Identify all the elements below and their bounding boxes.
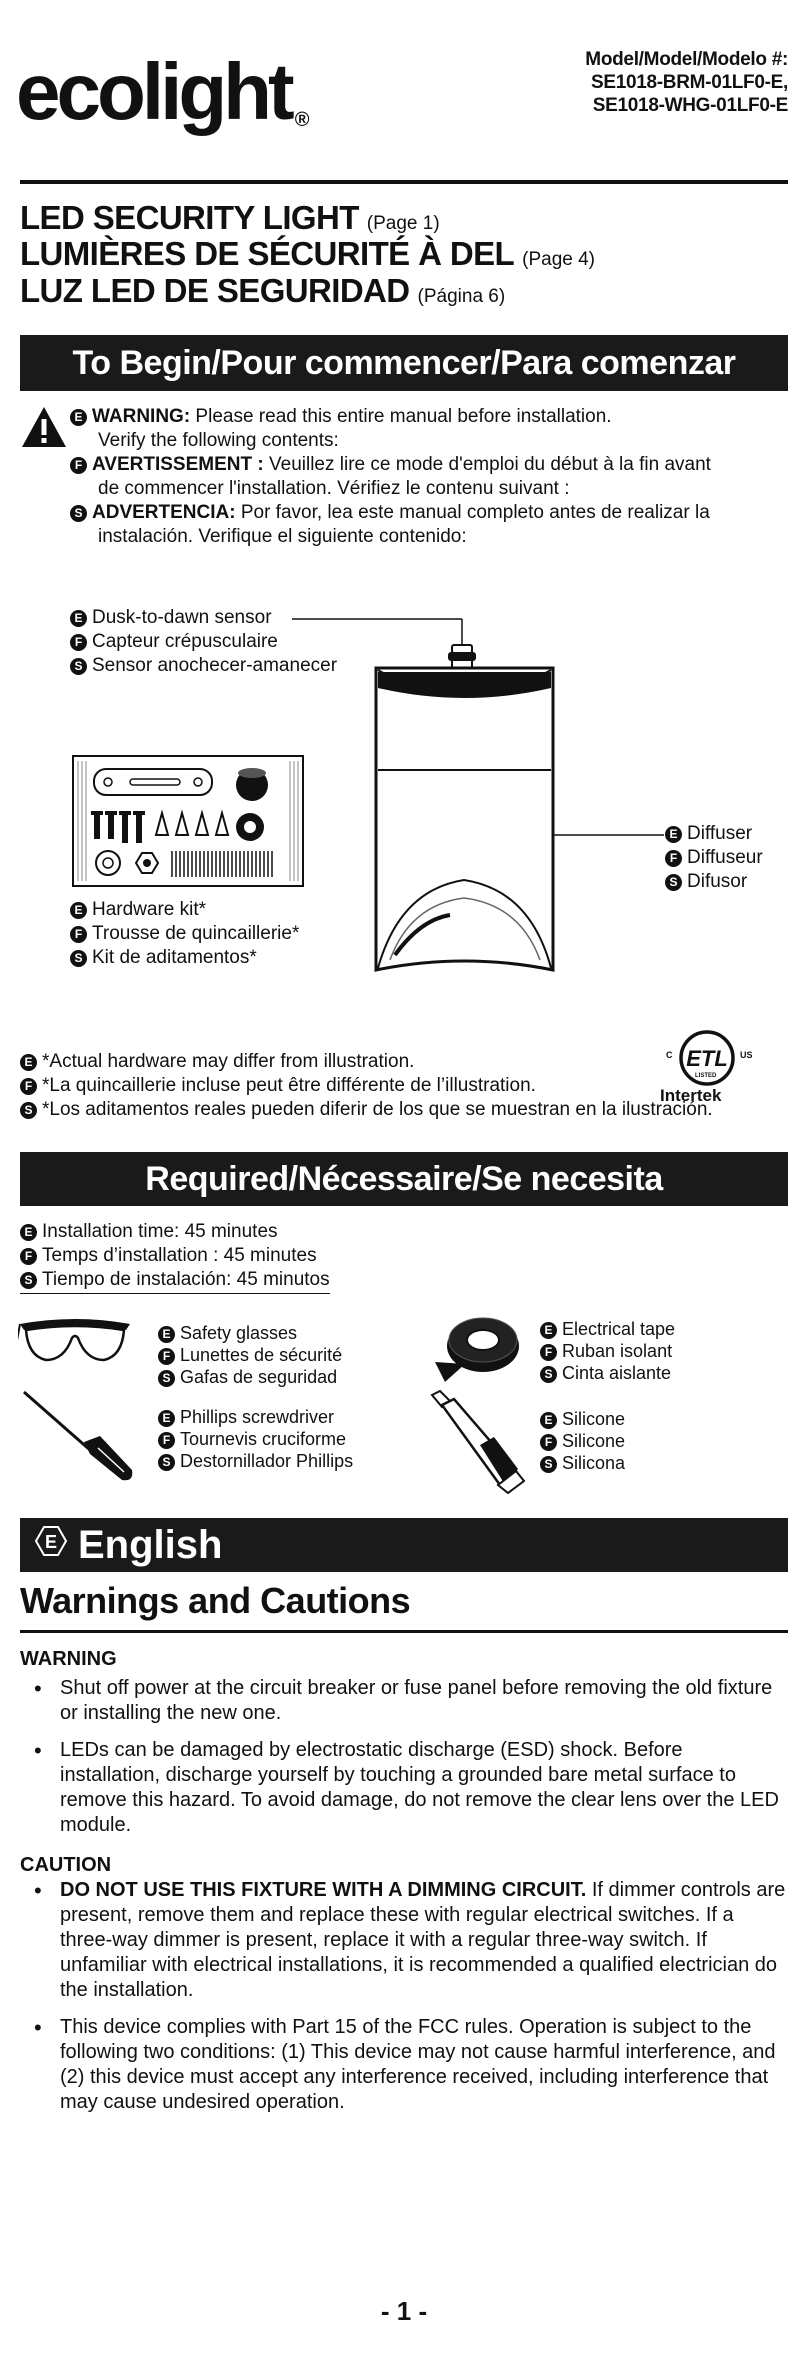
badge-en: E <box>540 1412 557 1429</box>
warning-en-text-2: Verify the following contents: <box>98 430 339 451</box>
badge-es: S <box>540 1456 557 1473</box>
badge-es: S <box>158 1370 175 1387</box>
section-bar-begin: To Begin/Pour commencer/Para comenzar <box>20 335 788 391</box>
model-number-1: SE1018-BRM-01LF0-E, <box>590 72 788 93</box>
screwdriver-fr: Tournevis cruciforme <box>180 1429 347 1449</box>
caution-item-1 <box>20 1878 788 2003</box>
badge-es: S <box>20 1102 37 1119</box>
badge-fr: F <box>70 926 87 943</box>
english-badge-icon <box>34 1523 68 1568</box>
silicone-tube-icon <box>420 1385 530 1495</box>
cert-us: US <box>740 1050 753 1060</box>
badge-es: S <box>70 505 87 522</box>
badge-es: S <box>70 658 87 675</box>
title-es-page: (Página 6) <box>417 286 506 307</box>
badge-fr: F <box>158 1432 175 1449</box>
caution-item-1-bold: DO NOT USE THIS FIXTURE WITH A DIMMING CIRCUIT. <box>60 1879 587 1901</box>
hardware-note-en: *Actual hardware may differ from illustration. <box>42 1051 415 1072</box>
badge-en: E <box>158 1410 175 1427</box>
time-fr: Temps d’installation : 45 minutes <box>42 1245 317 1266</box>
warning-es-label: ADVERTENCIA: <box>92 502 236 523</box>
badge-fr: F <box>20 1078 37 1095</box>
hardware-note-es: *Los aditamentos reales pueden diferir de los que se muestran en la ilustración. <box>42 1099 713 1120</box>
hardware-kit-icon <box>72 755 304 887</box>
badge-en: E <box>70 902 87 919</box>
silicone-labels <box>540 1408 625 1474</box>
diffuser-labels <box>665 822 763 894</box>
caution-item-2: • This device complies with Part 15 of the FCC rules. Operation is subject to the following two conditions: (1) This device may not cause harmful interference, and (2) this device must accept any interference received, including interference that may cause undesired operation. <box>20 2015 788 2115</box>
warnings-rule <box>20 1630 788 1633</box>
light-fixture-icon <box>376 668 553 970</box>
sensor-label-fr: Capteur crépusculaire <box>92 631 278 652</box>
screwdriver-es: Destornillador Phillips <box>180 1451 354 1471</box>
section-bar-english <box>20 1518 788 1572</box>
warning-fr-text-2: de commencer l'installation. Vérifiez le contenu suivant : <box>98 478 570 499</box>
badge-fr: F <box>70 634 87 651</box>
diffuser-label-en: Diffuser <box>687 823 753 844</box>
tape-es: Cinta aislante <box>562 1363 672 1383</box>
screwdriver-en: Phillips screwdriver <box>180 1407 335 1427</box>
warning-list <box>20 1676 788 1850</box>
hardware-note <box>20 1050 713 1122</box>
badge-en: E <box>158 1326 175 1343</box>
badge-fr: F <box>540 1434 557 1451</box>
english-title: English <box>78 1523 223 1567</box>
screwdriver-labels <box>158 1406 353 1472</box>
badge-fr: F <box>665 850 682 867</box>
safety-glasses-icon <box>18 1316 133 1376</box>
cert-brand: Intertek <box>660 1086 722 1105</box>
badge-en: E <box>540 1322 557 1339</box>
warning-en-text-1: Please read this entire manual before installation. <box>190 406 612 427</box>
diffuser-label-fr: Diffuseur <box>687 847 763 868</box>
silicone-en: Silicone <box>562 1409 626 1429</box>
logo-light: light <box>141 47 291 136</box>
model-label: Model/Model/Modelo #: <box>585 49 788 70</box>
title-fr-page: (Page 4) <box>522 249 595 270</box>
badge-en: E <box>20 1224 37 1241</box>
hardware-labels <box>70 898 299 970</box>
english-badge-letter: E <box>44 1531 58 1552</box>
warning-item-1: • Shut off power at the circuit breaker or fuse panel before removing the old fixture or installing the new one. <box>20 1676 788 1726</box>
title-es-text: LUZ LED DE SEGURIDAD <box>20 272 410 309</box>
hardware-label-fr: Trousse de quincaillerie* <box>92 923 300 944</box>
glasses-fr: Lunettes de sécurité <box>180 1345 343 1365</box>
title-en-page: (Page 1) <box>366 213 440 234</box>
tape-labels <box>540 1318 675 1384</box>
sensor-label-en: Dusk-to-dawn sensor <box>92 607 272 628</box>
title-fr-text: LUMIÈRES DE SÉCURITÉ À DEL <box>20 235 515 272</box>
sensor-label-es: Sensor anochecer-amanecer <box>92 655 338 676</box>
sensor-icon <box>448 645 476 668</box>
cert-c: C <box>666 1050 673 1060</box>
warning-fr-text-1: Veuillez lire ce mode d'emploi du début à la fin avant <box>263 454 711 475</box>
badge-fr: F <box>540 1344 557 1361</box>
cert-listed: LISTED <box>695 1073 717 1079</box>
warnings-heading: Warnings and Cautions <box>20 1580 411 1621</box>
hardware-label-en: Hardware kit* <box>92 899 207 920</box>
badge-en: E <box>70 409 87 426</box>
logo-eco: eco <box>16 47 142 136</box>
badge-fr: F <box>20 1248 37 1265</box>
hardware-label-es: Kit de aditamentos* <box>92 947 257 968</box>
hardware-note-fr: *La quincaillerie incluse peut être différente de l’illustration. <box>42 1075 536 1096</box>
badge-es: S <box>540 1366 557 1383</box>
tape-fr: Ruban isolant <box>562 1341 673 1361</box>
glasses-labels <box>158 1322 342 1388</box>
silicone-es: Silicona <box>562 1453 626 1473</box>
badge-en: E <box>20 1054 37 1071</box>
warning-fr-label: AVERTISSEMENT : <box>92 454 264 475</box>
badge-fr: F <box>158 1348 175 1365</box>
warning-title: WARNING <box>20 1648 117 1670</box>
screwdriver-icon <box>20 1388 140 1488</box>
model-number-2: SE1018-WHG-01LF0-E <box>592 95 788 116</box>
badge-es: S <box>70 950 87 967</box>
caution-item-1-text: If dimmer controls are present, remove them and replace these with regular electrical switches. If a three-way dimmer is present, replace it with a regular three-way switch. If unfamiliar with electrical installations, it is recommended a qualified electrician do the installation. <box>60 1879 786 2001</box>
page-number: - 1 - <box>380 2296 428 2326</box>
warning-es-text-1: Por favor, lea este manual completo antes de realizar la <box>235 502 710 523</box>
badge-fr: F <box>70 457 87 474</box>
time-es: Tiempo de instalación: 45 minutos <box>42 1269 330 1290</box>
warning-es-text-2: instalación. Verifique el siguiente contenido: <box>98 526 467 547</box>
installation-time <box>20 1220 330 1294</box>
badge-es: S <box>158 1454 175 1471</box>
badge-en: E <box>665 826 682 843</box>
diffuser-label-es: Difusor <box>687 871 748 892</box>
silicone-fr: Silicone <box>562 1431 626 1451</box>
caution-list <box>20 1878 788 2127</box>
logo-registered: ® <box>294 109 310 131</box>
badge-en: E <box>70 610 87 627</box>
section-bar-required: Required/Nécessaire/Se necesita <box>20 1152 788 1206</box>
glasses-en: Safety glasses <box>180 1323 298 1343</box>
glasses-es: Gafas de seguridad <box>180 1367 338 1387</box>
title-en-text: LED SECURITY LIGHT <box>20 199 359 236</box>
warning-item-2: • LEDs can be damaged by electrostatic discharge (ESD) shock. Before installation, discharge yourself by touching a grounded bare metal surface to remove this hazard. To avoid damage, do not remove the clear lens over the LED module. <box>20 1738 788 1838</box>
tape-en: Electrical tape <box>562 1319 676 1339</box>
electrical-tape-icon <box>425 1310 525 1390</box>
time-en: Installation time: 45 minutes <box>42 1221 278 1242</box>
badge-es: S <box>20 1272 37 1289</box>
warning-en-label: WARNING: <box>92 406 191 427</box>
svg-text:ETL: ETL <box>686 1046 728 1071</box>
badge-es: S <box>665 874 682 891</box>
caution-title: CAUTION <box>20 1854 112 1876</box>
